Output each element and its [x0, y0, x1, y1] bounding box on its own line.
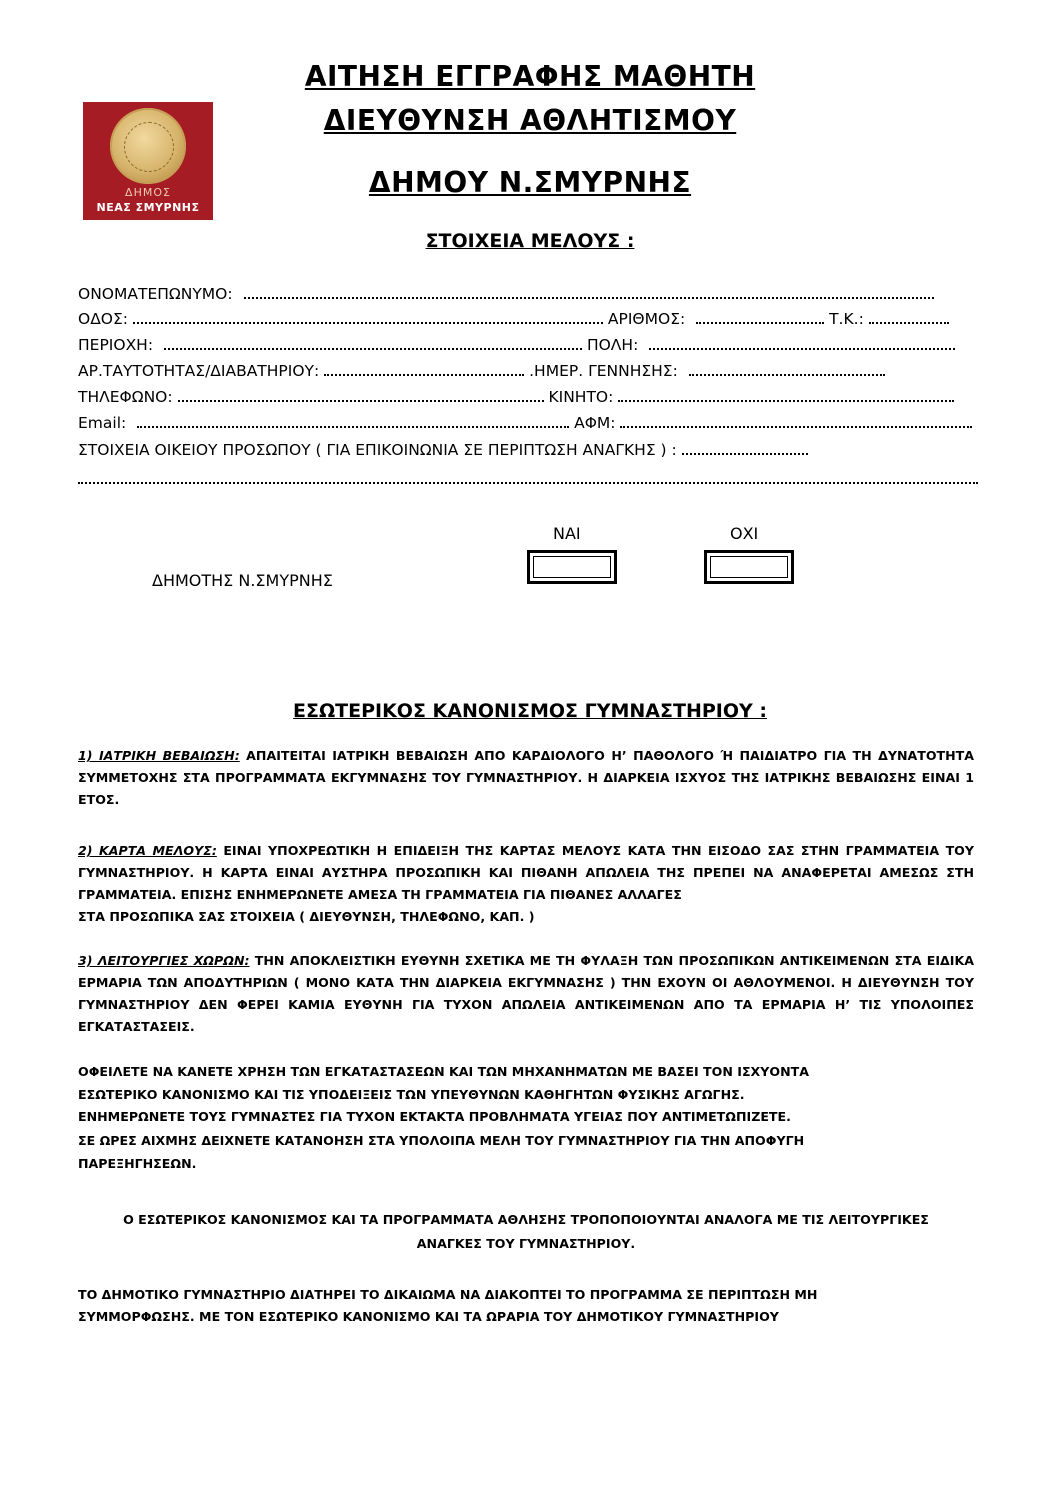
general-rule-5: ΠΑΡΕΞΗΓΗΣΕΩΝ.: [78, 1156, 197, 1171]
rule-2-text: ΕΙΝΑΙ ΥΠΟΧΡΕΩΤΙΚΗ Η ΕΠΙΔΕΙΞΗ ΤΗΣ ΚΑΡΤΑΣ ΜΕΛΟΥΣ ΚΑΤΑ ΤΗΝ ΕΙΣΟΔΟ ΣΑΣ ΣΤΗΝ ΓΡΑΜΜΑΤΕΙΑ ΤΟΥ ΓΥΜΝΑΣΤΗΡΙΟΥ. Η ΚΑΡΤΑ ΕΙΝΑΙ ΑΥΣΤΗΡΑ ΠΡΟΣΩΠΙΚΗ ΚΑΙ ΠΙΘΑΝΗ ΑΠΩΛΕΙΑ ΤΗΣ ΠΡΕΠΕΙ ΝΑ ΑΝΑΦΕΡΕΤΑΙ ΑΜΕΣΩΣ ΣΤΗ ΓΡΑΜΜΑΤΕΙΑ. ΕΠΙΣΗΣ ΕΝΗΜΕΡΩΝΕΤΕ ΑΜΕΣΑ ΤΗ ΓΡΑΜΜΑΤΕΙΑ ΓΙΑ ΠΙΘΑΝΕΣ ΑΛΛΑΓΕΣ: [78, 843, 974, 902]
emergency-contact-field[interactable]: [682, 441, 808, 455]
rule-2-tail: ΣΤΑ ΠΡΟΣΩΠΙΚΑ ΣΑΣ ΣΤΟΙΧΕΙΑ ( ΔΙΕΥΘΥΝΣΗ, ΤΗΛΕΦΩΝΟ, ΚΑΠ. ): [78, 909, 535, 924]
rule-facilities: [78, 950, 974, 1038]
member-details-heading: ΣΤΟΙΧΕΙΑ ΜΕΛΟΥΣ :: [425, 230, 635, 252]
postal-code-label: Τ.Κ.:: [829, 310, 864, 328]
rule-1-heading: 1) ΙΑΤΡΙΚΗ ΒΕΒΑΙΩΣΗ:: [78, 748, 240, 763]
rule-3-text: ΤΗΝ ΑΠΟΚΛΕΙΣΤΙΚΗ ΕΥΘΥΝΗ ΣΧΕΤΙΚΑ ΜΕ ΤΗ ΦΥΛΑΞΗ ΤΩΝ ΠΡΟΣΩΠΙΚΩΝ ΑΝΤΙΚΕΙΜΕΝΩΝ ΣΤΑ ΕΙΔΙΚΑ ΕΡΜΑΡΙΑ ΤΩΝ ΑΠΟΔΥΤΗΡΙΩΝ ( ΜΟΝΟ ΚΑΤΑ ΤΗΝ ΔΙΑΡΚΕΙΑ ΕΚΓΥΜΝΑΣΗΣ ) ΤΗΝ ΕΧΟΥΝ ΟΙ ΑΘΛΟΥΜΕΝΟΙ. Η ΔΙΕΥΘΥΝΣΗ ΤΟΥ ΓΥΜΝΑΣΤΗΡΙΟΥ ΔΕΝ ΦΕΡΕΙ ΚΑΜΙΑ ΕΥΘΥΝΗ ΓΙΑ ΤΥΧΟΝ ΑΠΩΛΕΙΑ ΑΝΤΙΚΕΙΜΕΝΩΝ ΑΠΟ ΤΑ ΕΡΜΑΡΙΑ Η’ ΤΙΣ ΥΠΟΛΟΙΠΕΣ ΕΓΚΑΤΑΣΤΑΣΕΙΣ.: [78, 953, 974, 1034]
birth-date-label: .ΗΜΕΡ. ΓΕΝΝΗΣΗΣ:: [529, 362, 678, 380]
rules-change-note-line2: ΑΝΑΓΚΕΣ ΤΟΥ ΓΥΜΝΑΣΤΗΡΙΟΥ.: [416, 1236, 636, 1251]
street-label: ΟΔΟΣ:: [78, 310, 129, 328]
emergency-contact-label: ΣΤΟΙΧΕΙΑ ΟΙΚΕΙΟΥ ΠΡΟΣΩΠΟΥ ( ΓΙΑ ΕΠΙΚΟΙΝΩΝΙΑ ΣΕ ΠΕΡΙΠΤΩΣΗ ΑΝΑΓΚΗΣ ) :: [78, 441, 677, 459]
department-title: ΔΙΕΥΘΥΝΣΗ ΑΘΛΗΤΙΣΜΟΥ: [323, 104, 737, 137]
general-rule-4: ΣΕ ΩΡΕΣ ΑΙΧΜΗΣ ΔΕΙΧΝΕΤΕ ΚΑΤΑΝΟΗΣΗ ΣΤΑ ΥΠΟΛΟΙΠΑ ΜΕΛΗ ΤΟΥ ΓΥΜΝΑΣΤΗΡΙΟΥ ΓΙΑ ΤΗΝ ΑΠΟΦΥΓΗ: [78, 1133, 805, 1148]
phone-field[interactable]: [178, 388, 544, 402]
email-label: Email:: [78, 414, 127, 432]
id-number-label: ΑΡ.ΤΑΥΤΟΤΗΤΑΣ/ΔΙΑΒΑΤΗΡΙΟΥ:: [78, 362, 320, 380]
number-field[interactable]: [696, 310, 824, 324]
email-row: [78, 414, 978, 436]
id-row: [78, 362, 978, 384]
general-rule-1: ΟΦΕΙΛΕΤΕ ΝΑ ΚΑΝΕΤΕ ΧΡΗΣΗ ΤΩΝ ΕΓΚΑΤΑΣΤΑΣΕΩΝ ΚΑΙ ΤΩΝ ΜΗΧΑΝΗΜΑΤΩΝ ΜΕ ΒΑΣΕΙ ΤΟΝ ΙΣΧΥΟΝΤΑ: [78, 1064, 809, 1079]
number-label: ΑΡΙΘΜΟΣ:: [607, 310, 686, 328]
phone-row: [78, 388, 978, 410]
rule-2-heading: 2) ΚΑΡΤΑ ΜΕΛΟΥΣ:: [78, 843, 217, 858]
id-number-field[interactable]: [324, 362, 524, 376]
emergency-contact-field-2[interactable]: [78, 470, 978, 484]
full-name-label: ΟΝΟΜΑΤΕΠΩΝΥΜΟ:: [78, 285, 233, 303]
yes-label: ΝΑΙ: [553, 524, 581, 543]
municipality-logo: [83, 102, 213, 220]
city-field[interactable]: [649, 336, 955, 350]
emergency-contact-row2: [78, 470, 978, 492]
full-name-row: [78, 285, 978, 307]
area-row: [78, 336, 978, 358]
area-label: ΠΕΡΙΟΧΗ:: [78, 336, 154, 354]
rules-heading: ΕΣΩΤΕΡΙΚΟΣ ΚΑΝΟΝΙΣΜΟΣ ΓΥΜΝΑΣΤΗΡΙΟΥ :: [293, 700, 767, 722]
rule-medical-certificate: [78, 745, 974, 811]
termination-note-line1: ΤΟ ΔΗΜΟΤΙΚΟ ΓΥΜΝΑΣΤΗΡΙΟ ΔΙΑΤΗΡΕΙ ΤΟ ΔΙΚΑΙΩΜΑ ΝΑ ΔΙΑΚΟΠΤΕΙ ΤΟ ΠΡΟΓΡΑΜΜΑ ΣΕ ΠΕΡΙΠΤΩΣΗ ΜΗ: [78, 1287, 818, 1302]
rule-1-text: ΑΠΑΙΤΕΙΤΑΙ ΙΑΤΡΙΚΗ ΒΕΒΑΙΩΣΗ ΑΠΟ ΚΑΡΔΙΟΛΟΓΟ Η’ ΠΑΘΟΛΟΓΟ Ή ΠΑΙΔΙΑΤΡΟ ΓΙΑ ΤΗ ΔΥΝΑΤΟΤΗΤΑ ΣΥΜΜΕΤΟΧΗΣ ΣΤΑ ΠΡΟΓΡΑΜΜΑΤΑ ΕΚΓΥΜΝΑΣΗΣ ΤΟΥ ΓΥΜΝΑΣΤΗΡΙΟΥ. Η ΔΙΑΡΚΕΙΑ ΙΣΧΥΟΣ ΤΗΣ ΙΑΤΡΙΚΗΣ ΒΕΒΑΙΩΣΗΣ ΕΙΝΑΙ 1 ΕΤΟΣ.: [78, 748, 974, 807]
city-label: ΠΟΛΗ:: [586, 336, 639, 354]
resident-label: ΔΗΜΟΤΗΣ Ν.ΣΜΥΡΝΗΣ: [152, 571, 333, 590]
logo-text-line2: ΝΕΑΣ ΣΜΥΡΝΗΣ: [96, 201, 200, 214]
no-label: ΟΧΙ: [730, 524, 759, 543]
termination-note-line2: ΣΥΜΜΟΡΦΩΣΗΣ. ΜΕ ΤΟΝ ΕΣΩΤΕΡΙΚΟ ΚΑΝΟΝΙΣΜΟ ΚΑΙ ΤΑ ΩΡΑΡΙΑ ΤΟΥ ΔΗΜΟΤΙΚΟΥ ΓΥΜΝΑΣΤΗΡΙΟΥ: [78, 1309, 779, 1324]
municipality-title: ΔΗΜΟΥ Ν.ΣΜΥΡΝΗΣ: [368, 166, 692, 199]
tax-id-label: ΑΦΜ:: [574, 414, 616, 432]
emergency-contact-row: [78, 441, 978, 463]
rule-member-card: [78, 840, 974, 906]
address-row: [78, 310, 978, 332]
area-field[interactable]: [164, 336, 582, 350]
coin-emblem-icon: [110, 108, 186, 184]
page-title: ΑΙΤΗΣΗ ΕΓΓΡΑΦΗΣ ΜΑΘΗΤΗ: [304, 60, 756, 93]
email-field[interactable]: [137, 414, 569, 428]
postal-code-field[interactable]: [869, 310, 949, 324]
rule-3-heading: 3) ΛΕΙΤΟΥΡΓΙΕΣ ΧΩΡΩΝ:: [78, 953, 250, 968]
phone-label: ΤΗΛΕΦΩΝΟ:: [78, 388, 173, 406]
full-name-field[interactable]: [244, 285, 934, 299]
general-rule-3: ΕΝΗΜΕΡΩΝΕΤΕ ΤΟΥΣ ΓΥΜΝΑΣΤΕΣ ΓΙΑ ΤΥΧΟΝ ΕΚΤΑΚΤΑ ΠΡΟΒΛΗΜΑΤΑ ΥΓΕΙΑΣ ΠΟΥ ΑΝΤΙΜΕΤΩΠΙΖΕΤΕ.: [78, 1109, 791, 1124]
resident-no-checkbox[interactable]: [704, 550, 794, 584]
birth-date-field[interactable]: [689, 362, 885, 376]
rules-change-note-line1: Ο ΕΣΩΤΕΡΙΚΟΣ ΚΑΝΟΝΙΣΜΟΣ ΚΑΙ ΤΑ ΠΡΟΓΡΑΜΜΑΤΑ ΑΘΛΗΣΗΣ ΤΡΟΠΟΠΟΙΟΥΝΤΑΙ ΑΝΑΛΟΓΑ ΜΕ ΤΙΣ ΛΕΙΤΟΥΡΓΙΚΕΣ: [123, 1212, 929, 1227]
mobile-label: ΚΙΝΗΤΟ:: [548, 388, 614, 406]
resident-yes-checkbox[interactable]: [527, 550, 617, 584]
street-field[interactable]: [133, 310, 603, 324]
tax-id-field[interactable]: [620, 414, 972, 428]
general-rule-2: ΕΣΩΤΕΡΙΚΟ ΚΑΝΟΝΙΣΜΟ ΚΑΙ ΤΙΣ ΥΠΟΔΕΙΞΕΙΣ ΤΩΝ ΥΠΕΥΘΥΝΩΝ ΚΑΘΗΓΗΤΩΝ ΦΥΣΙΚΗΣ ΑΓΩΓΗΣ.: [78, 1087, 745, 1102]
mobile-field[interactable]: [618, 388, 954, 402]
logo-text-line1: ΔΗΜΟΣ: [125, 186, 171, 199]
